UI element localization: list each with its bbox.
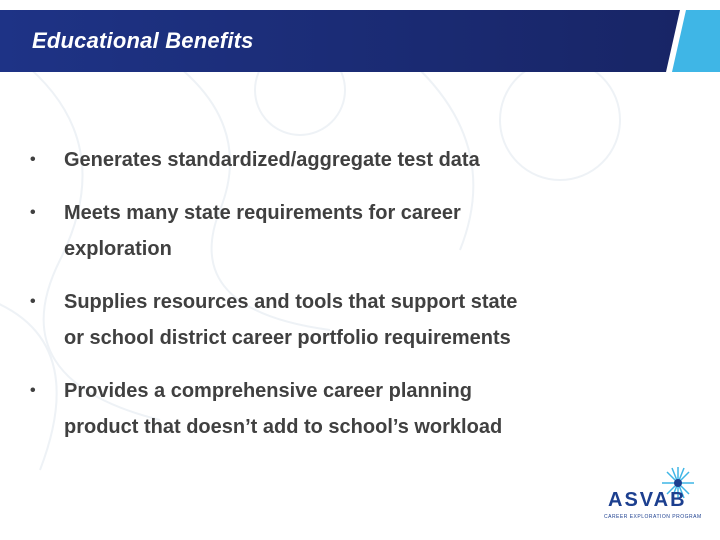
bullet-item — [30, 142, 670, 178]
bullet-text-continued: exploration — [64, 238, 172, 260]
bullet-text: Generates standardized/aggregate test data — [64, 149, 480, 171]
bullet-text-continued: product that doesn’t add to school’s workload — [64, 416, 503, 438]
bullet-icon: • — [30, 151, 36, 168]
bullet-icon: • — [30, 293, 36, 310]
asvab-logo — [590, 465, 700, 527]
title-bar — [0, 0, 720, 80]
bullet-text: Meets many state requirements for career — [64, 202, 461, 224]
bullet-text: Provides a comprehensive career planning — [64, 380, 472, 402]
bullet-icon: • — [30, 382, 36, 399]
logo-wordmark: ASVAB — [608, 489, 687, 511]
bullet-text-continued: or school district career portfolio requirements — [64, 327, 511, 349]
bullet-list — [30, 142, 670, 462]
bullet-icon: • — [30, 204, 36, 221]
bullet-item — [30, 284, 670, 356]
page-title: Educational Benefits — [32, 28, 254, 53]
bullet-item — [30, 195, 670, 267]
bullet-item — [30, 373, 670, 445]
logo-subtitle: CAREER EXPLORATION PROGRAM — [604, 514, 702, 520]
bullet-text: Supplies resources and tools that support state — [64, 291, 518, 313]
